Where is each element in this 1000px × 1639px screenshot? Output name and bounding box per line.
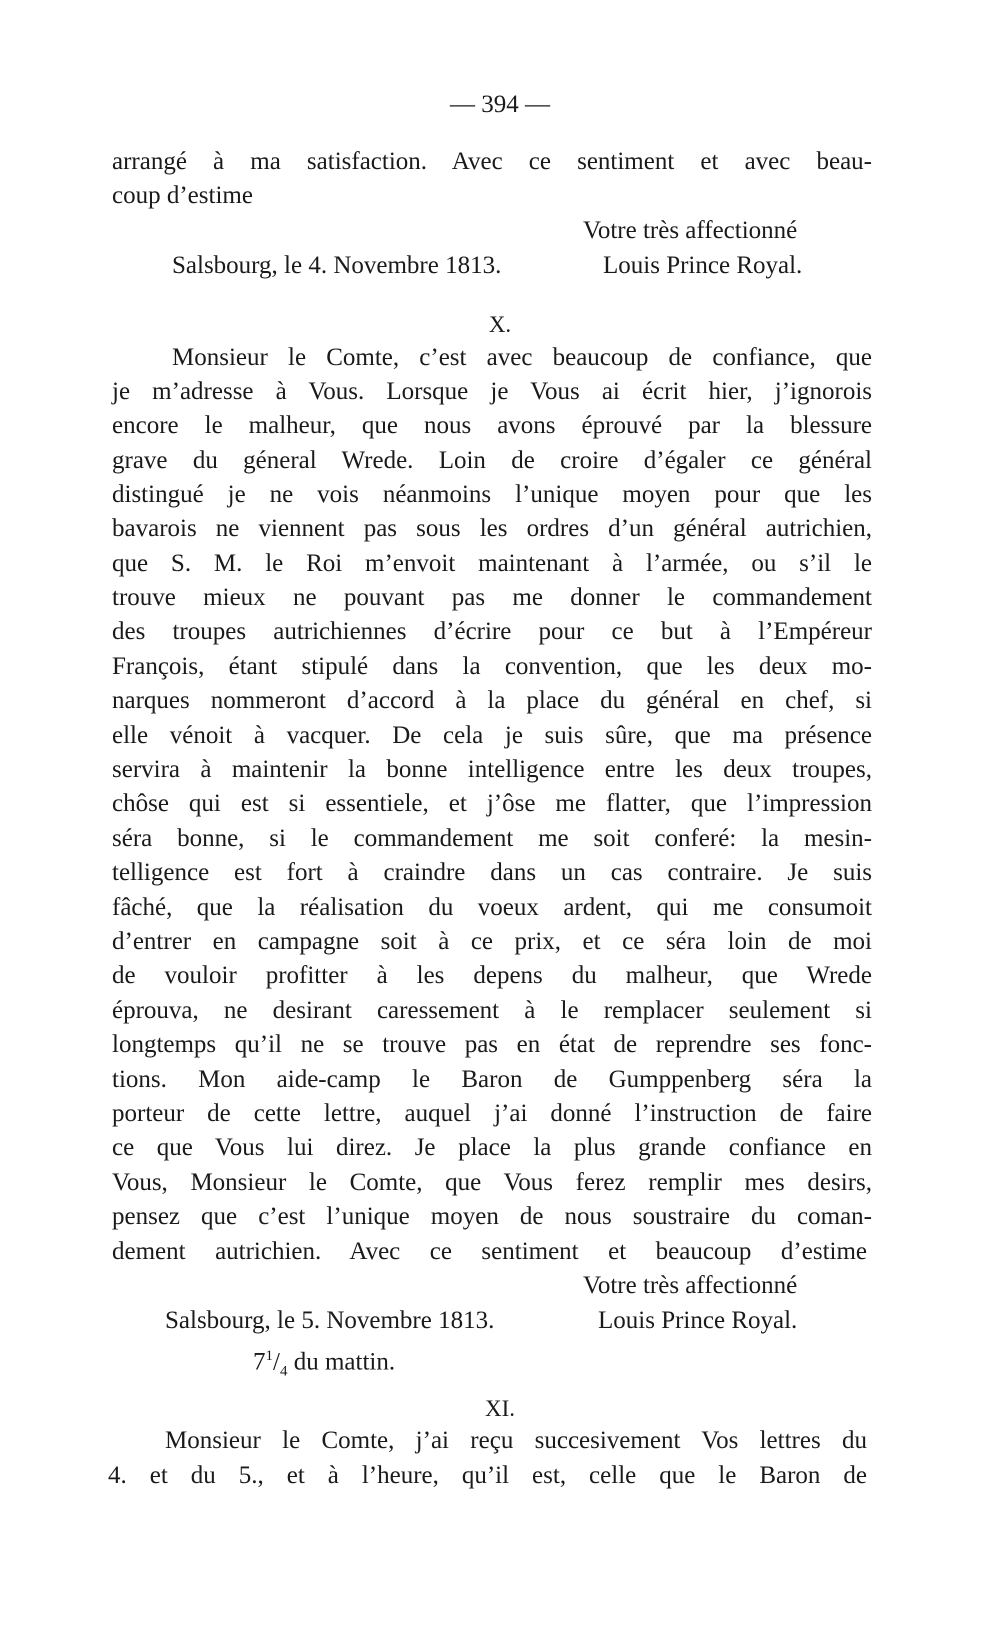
text-line: grave du géneral Wrede. Loin de croire d’égaler ce général — [112, 447, 872, 474]
time-hour: 7 — [253, 1348, 266, 1376]
text-line: ce que Vous lui direz. Je place la plus grande confiance en — [112, 1134, 872, 1161]
text-line: fâché, que la réalisation du voeux ardent, qui me consumoit — [112, 894, 872, 921]
text-line: arrangé à ma satisfaction. Avec ce sentiment et avec beau- — [112, 148, 872, 175]
text-line: servira à maintenir la bonne intelligence entre les deux troupes, — [112, 756, 872, 783]
text-line: séra bonne, si le commandement me soit conferé: la mesin- — [112, 825, 872, 852]
text-line: Monsieur le Comte, j’ai reçu succesivement Vos lettres du — [165, 1427, 867, 1454]
text-line: chôse qui est si essentiele, et j’ôse me flatter, que l’impression — [112, 790, 872, 817]
text-line: narques nommeront d’accord à la place du général en chef, si — [112, 687, 872, 714]
text-line: longtemps qu’il ne se trouve pas en état de reprendre ses fonc- — [112, 1031, 872, 1058]
text-line: Vous, Monsieur le Comte, que Vous ferez remplir mes desirs, — [112, 1169, 872, 1196]
text-line: telligence est fort à craindre dans un cas contraire. Je suis — [112, 859, 872, 886]
signature: Louis Prince Royal. — [598, 1307, 798, 1334]
text-line: de vouloir profitter à les depens du malheur, que Wrede — [112, 962, 872, 989]
closing-formula: Votre très affectionné — [583, 1272, 798, 1299]
time-note: $7^1/_4$ du mattin. — [253, 1348, 396, 1380]
text-line: Monsieur le Comte, c’est avec beaucoup de confiance, que — [172, 344, 872, 371]
place-date: Salsbourg, le 4. Novembre 1813. — [172, 252, 502, 279]
text-line: encore le malheur, que nous avons éprouvé par la blessure — [112, 412, 872, 439]
time-fraction-denominator: 4 — [279, 1363, 288, 1380]
text-line: je m’adresse à Vous. Lorsque je Vous ai écrit hier, j’ignorois — [112, 378, 872, 405]
signature: Louis Prince Royal. — [603, 252, 803, 279]
text-line: bavarois ne viennent pas sous les ordres d’un général autrichien, — [112, 515, 872, 542]
closing-formula: Votre très affectionné — [583, 217, 798, 244]
text-line: des troupes autrichiennes d’écrire pour ce but à l’Empéreur — [112, 618, 872, 645]
place-date: Salsbourg, le 5. Novembre 1813. — [165, 1307, 495, 1334]
text-line: éprouva, ne desirant caressement à le remplacer seulement si — [112, 997, 872, 1024]
text-line: coup d’estime — [112, 182, 253, 209]
text-line: dement autrichien. Avec ce sentiment et beaucoup d’estime — [112, 1238, 867, 1265]
text-line: trouve mieux ne pouvant pas me donner le commandement — [112, 584, 872, 611]
letter-heading: X. — [488, 312, 512, 337]
time-fraction-numerator: 1 — [265, 1348, 273, 1364]
page-number: — 394 — — [450, 91, 550, 118]
text-line: que S. M. le Roi m’envoit maintenant à l’armée, ou s’il le — [112, 550, 872, 577]
text-line: porteur de cette lettre, auquel j’ai donné l’instruction de faire — [112, 1100, 872, 1127]
text-line: distingué je ne vois néanmoins l’unique moyen pour que les — [112, 481, 872, 508]
time-rest: du mattin. — [293, 1348, 396, 1376]
text-line: 4. et du 5., et à l’heure, qu’il est, celle que le Baron de — [108, 1462, 867, 1489]
text-line: d’entrer en campagne soit à ce prix, et ce séra loin de moi — [112, 928, 872, 955]
text-line: tions. Mon aide-camp le Baron de Gumppenberg séra la — [112, 1066, 872, 1093]
letter-heading: XI. — [484, 1396, 516, 1421]
text-line: François, étant stipulé dans la convention, que les deux mo- — [112, 653, 872, 680]
text-line: elle vénoit à vacquer. De cela je suis sûre, que ma présence — [112, 722, 872, 749]
text-line: pensez que c’est l’unique moyen de nous soustraire du coman- — [112, 1203, 872, 1230]
